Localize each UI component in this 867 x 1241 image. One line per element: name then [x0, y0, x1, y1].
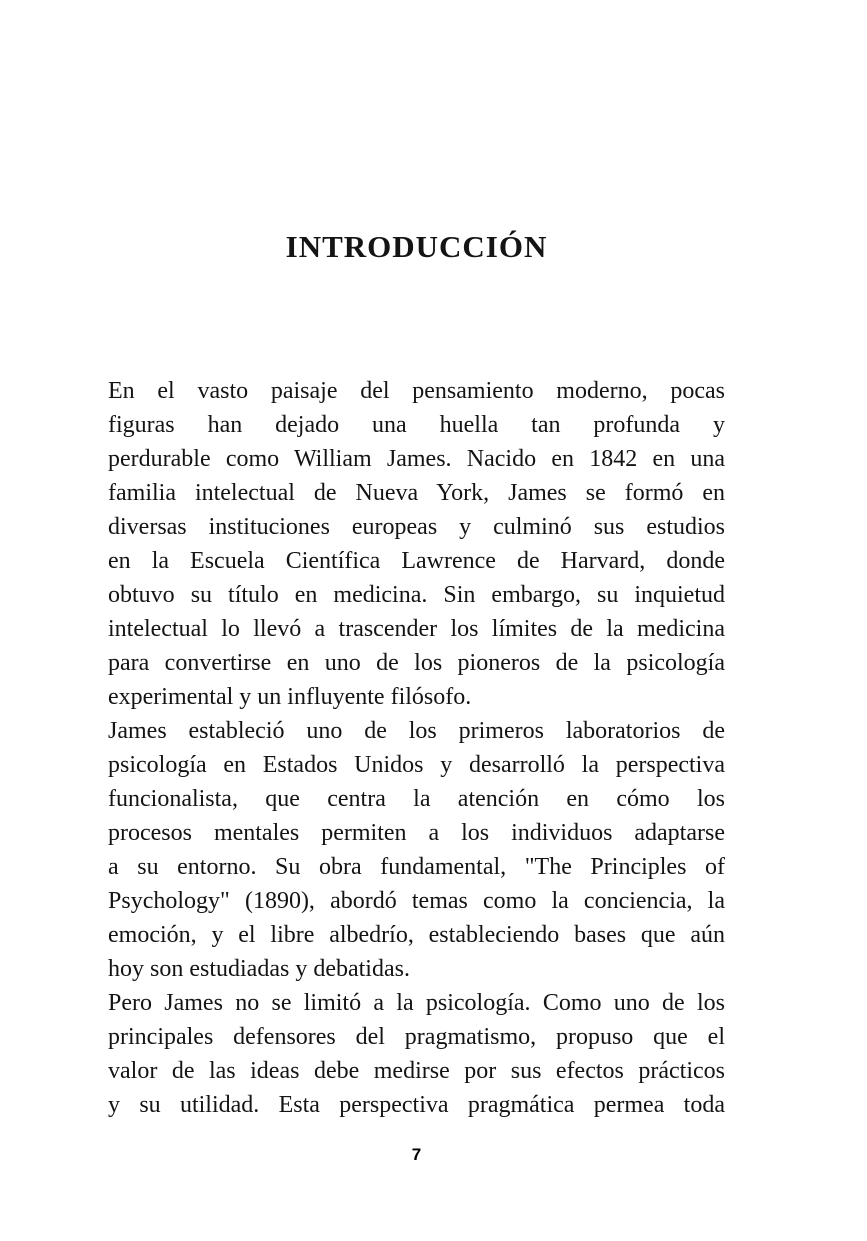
text-line: procesos mentales permiten a los individuos adaptarse — [108, 820, 725, 846]
text-line: valor de las ideas debe medirse por sus efectos prácticos — [108, 1058, 725, 1084]
text-line: emoción, y el libre albedrío, estableciendo bases que aún — [108, 922, 725, 948]
text-line: familia intelectual de Nueva York, James se formó en — [108, 480, 725, 506]
text-line: James estableció uno de los primeros laboratorios de — [108, 718, 725, 744]
text-line: en la Escuela Científica Lawrence de Harvard, donde — [108, 548, 725, 574]
text-line: psicología en Estados Unidos y desarrolló la perspectiva — [108, 752, 725, 778]
text-line: diversas instituciones europeas y culminó sus estudios — [108, 514, 725, 540]
text-line: principales defensores del pragmatismo, propuso que el — [108, 1024, 725, 1050]
text-line: obtuvo su título en medicina. Sin embargo, su inquietud — [108, 582, 725, 608]
text-line: a su entorno. Su obra fundamental, "The Principles of — [108, 854, 725, 880]
text-line: En el vasto paisaje del pensamiento moderno, pocas — [108, 378, 725, 404]
paragraph — [108, 986, 725, 1122]
text-line: intelectual lo llevó a trascender los límites de la medicina — [108, 616, 725, 642]
text-line: Pero James no se limitó a la psicología. Como uno de los — [108, 990, 725, 1016]
paragraph — [108, 714, 725, 986]
text-line: perdurable como William James. Nacido en 1842 en una — [108, 446, 725, 472]
text-line: Psychology" (1890), abordó temas como la conciencia, la — [108, 888, 725, 914]
body-text — [108, 374, 725, 1122]
text-line: experimental y un influyente filósofo. — [108, 684, 472, 710]
text-line: hoy son estudiadas y debatidas. — [108, 956, 410, 982]
text-line: para convertirse en uno de los pioneros de la psicología — [108, 650, 725, 676]
text-line: y su utilidad. Esta perspectiva pragmática permea toda — [108, 1092, 725, 1118]
chapter-title: INTRODUCCIÓN — [285, 228, 548, 264]
paragraph — [108, 374, 725, 714]
page-number: 7 — [411, 1145, 422, 1164]
text-line: figuras han dejado una huella tan profunda y — [108, 412, 725, 438]
text-line: funcionalista, que centra la atención en cómo los — [108, 786, 725, 812]
